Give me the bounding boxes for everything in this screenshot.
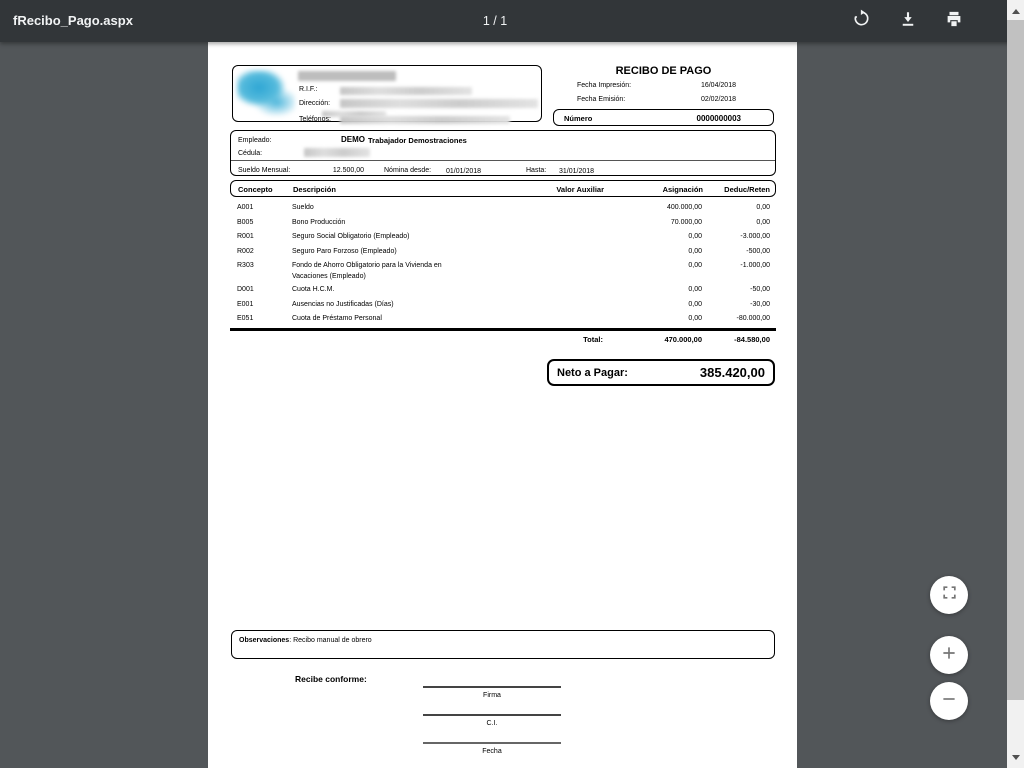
col-descripcion: Descripción: [293, 185, 336, 194]
fecha-emision-label: Fecha Emisión:: [577, 96, 626, 103]
table-row: D001 Cuota H.C.M. 0,00 -50,00: [237, 285, 770, 293]
fecha-impresion-label: Fecha Impresión:: [577, 82, 632, 89]
table-header: [230, 180, 776, 197]
total-deduccion: -84.580,00: [734, 335, 770, 344]
table-row: R002 Seguro Paro Forzoso (Empleado) 0,00 -500,00: [237, 247, 770, 255]
pdf-page: [208, 42, 797, 768]
print-icon: [945, 10, 963, 33]
scrollbar-thumb[interactable]: [1007, 20, 1024, 700]
direccion-label: Dirección:: [299, 100, 331, 107]
vertical-scrollbar[interactable]: [1007, 0, 1024, 768]
download-icon: [899, 10, 917, 33]
col-deduc-reten: Deduc/Reten: [724, 185, 770, 194]
numero-label: Número: [564, 114, 593, 123]
table-row: A001 Sueldo 400.000,00 0,00: [237, 204, 770, 211]
hasta-label: Hasta:: [526, 167, 547, 174]
fit-page-icon: [941, 584, 958, 606]
minus-icon: [940, 690, 958, 713]
numero-value: 0000000003: [696, 114, 741, 123]
company-logo: [237, 70, 295, 116]
rotate-button[interactable]: [841, 1, 881, 41]
observaciones-box: [231, 630, 775, 659]
ci-line: [423, 714, 561, 716]
table-row: R001 Seguro Social Obligatorio (Empleado) 0,00 -3.000,00: [237, 233, 770, 241]
telefonos-value-redacted: [340, 116, 510, 124]
pdf-toolbar: [0, 0, 1024, 42]
print-button[interactable]: [934, 1, 974, 41]
total-asignacion: 470.000,00: [664, 335, 702, 344]
scroll-down-icon: [1012, 755, 1020, 760]
table-row: B005 Bono Producción 70.000,00 0,00: [237, 218, 770, 226]
table-row: E001 Ausencias no Justificadas (Días) 0,00 -30,00: [237, 300, 770, 308]
company-name-redacted: [298, 71, 396, 81]
rif-label: R.I.F.:: [299, 86, 318, 93]
table-bottom-rule: [230, 328, 776, 331]
cedula-value-redacted: [304, 148, 370, 157]
employee-box-divider: [231, 160, 775, 161]
col-valor-auxiliar: Valor Auxiliar: [556, 185, 604, 194]
sueldo-value: 12.500,00: [332, 167, 364, 174]
firma-line: [423, 686, 561, 688]
fit-page-button[interactable]: [930, 576, 968, 614]
firma-label: Firma: [483, 692, 501, 699]
nomina-desde-label: Nómina desde:: [384, 167, 432, 174]
total-row: [230, 333, 776, 348]
page-indicator: 1 / 1: [482, 14, 508, 28]
col-asignacion: Asignación: [662, 185, 703, 194]
concept-rows: [230, 201, 776, 327]
neto-label: Neto a Pagar:: [557, 366, 628, 379]
total-label: Total:: [583, 335, 603, 344]
table-row: R303 Fondo de Ahorro Obligatorio para la Vivienda en Vacaciones (Empleado) 0,00 -1.000,00: [237, 262, 770, 281]
company-info-box: [232, 65, 542, 122]
receipt-title: RECIBO DE PAGO: [615, 65, 712, 77]
download-button[interactable]: [888, 1, 928, 41]
neto-value: 385.420,00: [699, 365, 765, 380]
employee-box: [230, 130, 776, 176]
telefonos-label: Teléfonos:: [299, 116, 331, 123]
scroll-up-icon: [1012, 9, 1020, 14]
empleado-code: DEMO: [341, 135, 365, 144]
rif-value-redacted: [340, 87, 472, 95]
observaciones-text: : Recibo manual de obrero: [289, 637, 372, 644]
empleado-name: Trabajador Demostraciones: [368, 136, 467, 145]
zoom-out-button[interactable]: [930, 682, 968, 720]
scroll-down-button[interactable]: [1007, 749, 1024, 765]
fecha-line: [423, 742, 561, 744]
recibe-conforme-label: Recibe conforme:: [295, 674, 367, 684]
dates-block: [577, 81, 736, 104]
fecha-impresion-value: 16/04/2018: [700, 82, 736, 89]
ci-label: C.I.: [486, 720, 498, 727]
rotate-icon: [852, 9, 871, 33]
hasta-value: 31/01/2018: [559, 168, 595, 175]
numero-box: [553, 109, 774, 126]
document-title: fRecibo_Pago.aspx: [13, 13, 133, 28]
table-row: E051 Cuota de Préstamo Personal 0,00 -80.000,00: [237, 315, 770, 323]
neto-box: [547, 359, 775, 386]
sueldo-label: Sueldo Mensual:: [238, 167, 291, 174]
col-concepto: Concepto: [238, 185, 273, 194]
direccion-value-redacted: [340, 99, 538, 108]
fecha-emision-value: 02/02/2018: [700, 96, 736, 103]
fecha-label: Fecha: [482, 748, 502, 755]
observaciones-label: Observaciones: [239, 637, 290, 644]
plus-icon: [940, 644, 958, 667]
cedula-label: Cédula:: [238, 150, 263, 157]
scroll-up-button[interactable]: [1007, 3, 1024, 19]
nomina-desde-value: 01/01/2018: [446, 168, 482, 175]
empleado-label: Empleado:: [238, 137, 272, 144]
zoom-in-button[interactable]: [930, 636, 968, 674]
